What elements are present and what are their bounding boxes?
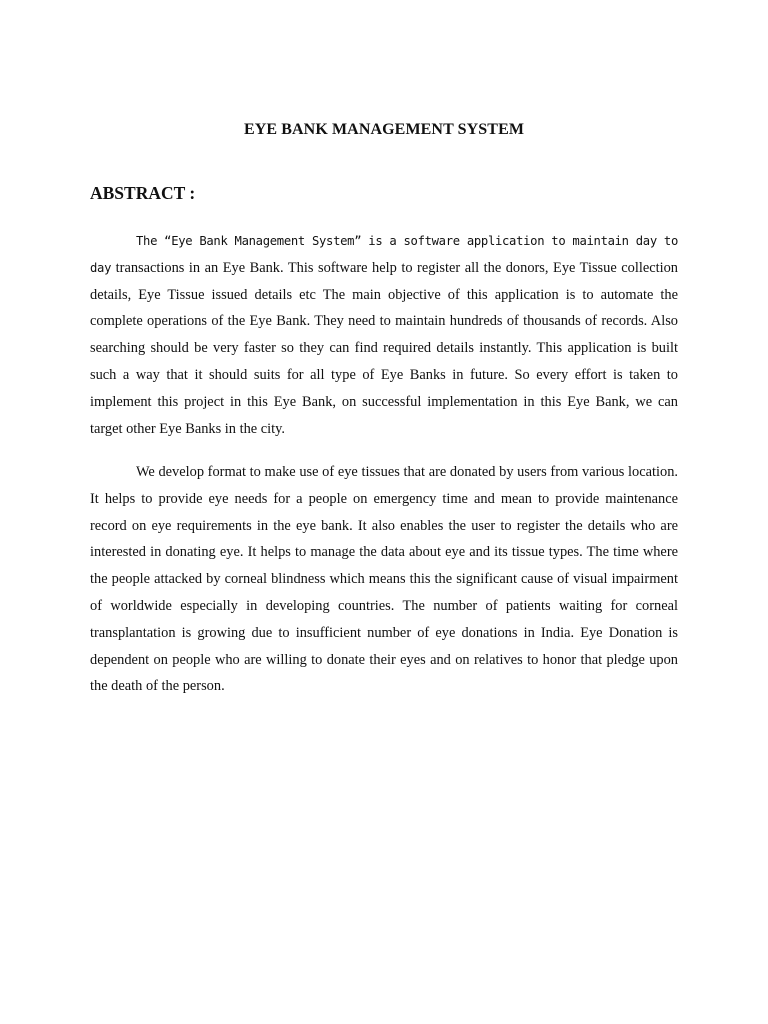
document-title: EYE BANK MANAGEMENT SYSTEM xyxy=(243,121,525,138)
abstract-paragraph-2: We develop format to make use of eye tissues that are donated by users from various location. It helps to provide eye needs for a people on emergency time and mean to provide maintenance record on eye requirements in the eye bank. It also enables the user to register the details who are interested in donating eye. It helps to manage the data about eye and its tissue types. The time where the people attacked by corneal blindness which means this the significant cause of visual impairment of worldwide especially in developing countries. The number of patients waiting for corneal transplantation is growing due to insufficient number of eye donations in India. Eye Donation is dependent on people who are willing to donate their eyes and on relatives to honor that pledge upon the death of the person. xyxy=(90,464,678,695)
abstract-heading: ABSTRACT : xyxy=(90,183,196,203)
abstract-paragraph-1 xyxy=(90,228,678,442)
paragraph-1-lead-text: The “Eye Bank Management System” is a software application to maintain day to day xyxy=(90,234,678,275)
paragraph-1-body-text: transactions in an Eye Bank. This software help to register all the donors, Eye Tissue collection details, Eye Tissue issued details etc The main objective of this application is to automate the complete operations of the Eye Bank. They need to maintain hundreds of thousands of records. Also searching should be very faster so they can find required details instantly. This application is built such a way that it should suits for all type of Eye Banks in future. So every effort is taken to implement this project in this Eye Bank, on successful implementation in this Eye Bank, we can target other Eye Banks in the city. xyxy=(90,259,678,437)
